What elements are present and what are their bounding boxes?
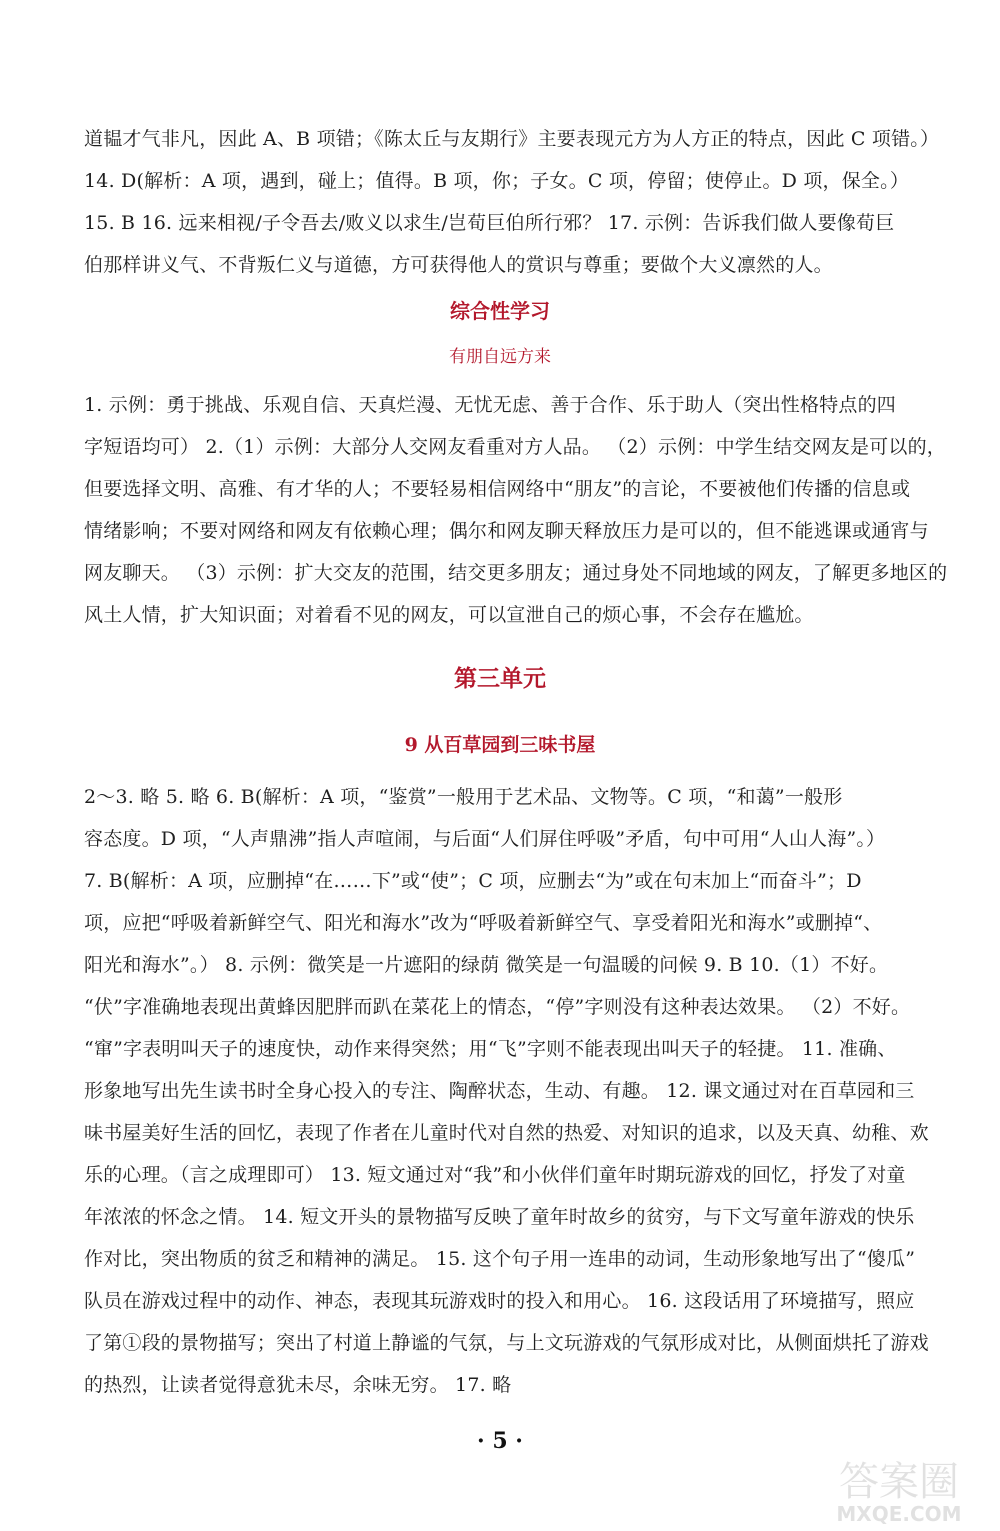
- answer-line: 乐的心理。（言之成理即可） 13. 短文通过对“我”和小伙伴们童年时期玩游戏的回忆，抒发了对童: [84, 1164, 906, 1186]
- answer-line: 14. D(解析：A 项，遇到，碰上；值得。B 项，你；子女。C 项，停留；使停止。D 项，保全。）: [84, 170, 910, 192]
- answer-line: 15. B 16. 远来相视/子令吾去/败义以求生/岂荀巨伯所行邪？ 17. 示例：告诉我们做人要像荀巨: [84, 212, 895, 234]
- unit-heading: 第三单元: [454, 665, 546, 692]
- answer-line: 阳光和海水”。） 8. 示例：微笑是一片遮阳的绿荫 微笑是一句温暖的问候 9. B 10.（1）不好。: [84, 954, 889, 976]
- answer-line: 伯那样讲义气、不背叛仁义与道德，方可获得他人的赏识与尊重；要做个大义凛然的人。: [84, 254, 833, 276]
- answer-line: 网友聊天。 （3）示例：扩大交友的范围，结交更多朋友；通过身处不同地域的网友，了解更多地区的: [84, 562, 948, 584]
- answer-line: 字短语均可） 2.（1）示例：大部分人交网友看重对方人品。 （2）示例：中学生结交网友是可以的，: [84, 436, 946, 458]
- answer-line: 风土人情，扩大知识面；对着看不见的网友，可以宣泄自己的烦心事，不会存在尴尬。: [84, 604, 814, 626]
- answer-line: 但要选择文明、高雅、有才华的人；不要轻易相信网络中“朋友”的言论，不要被他们传播的信息或: [84, 478, 911, 500]
- answer-line: 容态度。D 项，“人声鼎沸”指人声喧闹，与后面“人们屏住呼吸”矛盾，句中可用“人山人海”。）: [84, 828, 886, 850]
- watermark-domain-text: MXQE.COM: [836, 1502, 962, 1526]
- page-number: · 5 ·: [477, 1428, 523, 1454]
- answer-line: “伏”字准确地表现出黄蜂因肥胖而趴在菜花上的情态，“停”字则没有这种表达效果。 （2）不好。: [84, 996, 911, 1018]
- integrated-answer-block: [84, 384, 950, 636]
- lesson-answer-block: [84, 776, 950, 1406]
- answer-line: 形象地写出先生读书时全身心投入的专注、陶醉状态，生动、有趣。 12. 课文通过对在百草园和三: [84, 1080, 915, 1102]
- section-heading-integrated: 综合性学习: [450, 299, 550, 323]
- answer-line: 的热烈，让读者觉得意犹未尽，余味无穷。 17. 略: [84, 1374, 512, 1396]
- answer-line: “窜”字表明叫天子的速度快，动作来得突然；用“飞”字则不能表现出叫天子的轻捷。 11. 准确、: [84, 1038, 897, 1060]
- watermark-logo: [807, 1447, 992, 1527]
- lesson-heading: 9 从百草园到三味书屋: [404, 734, 596, 756]
- answer-line: 年浓浓的怀念之情。 14. 短文开头的景物描写反映了童年时故乡的贫穷，与下文写童年游戏的快乐: [84, 1206, 915, 1228]
- answer-line: 项，应把“呼吸着新鲜空气、阳光和海水”改为“呼吸着新鲜空气、享受着阳光和海水”或删掉“、: [84, 912, 883, 934]
- answer-line: 作对比，突出物质的贫乏和精神的满足。 15. 这个句子用一连串的动词，生动形象地写出了“傻瓜”: [84, 1248, 916, 1270]
- answer-line: 情绪影响；不要对网络和网友有依赖心理；偶尔和网友聊天释放压力是可以的，但不能逃课或通宵与: [84, 520, 929, 542]
- top-answer-block: [84, 118, 950, 286]
- answer-line: 味书屋美好生活的回忆，表现了作者在儿童时代对自然的热爱、对知识的追求，以及天真、幼稚、欢: [84, 1122, 929, 1144]
- answer-line: 了第①段的景物描写；突出了村道上静谧的气氛，与上文玩游戏的气氛形成对比，从侧面烘托了游戏: [84, 1332, 929, 1354]
- answer-line: 2～3. 略 5. 略 6. B(解析：A 项，“鉴赏”一般用于艺术品、文物等。C 项，“和蔼”一般形: [84, 786, 843, 808]
- answer-line: 队员在游戏过程中的动作、神态，表现其玩游戏时的投入和用心。 16. 这段话用了环境描写，照应: [84, 1290, 915, 1312]
- answer-line: 7. B(解析：A 项，应删掉“在……下”或“使”；C 项，应删去“为”或在句末加上“而奋斗”；D: [84, 870, 862, 892]
- answer-line: 道韫才气非凡，因此 A、B 项错；《陈太丘与友期行》主要表现元方为人方正的特点，因此 C 项错。）: [84, 128, 940, 150]
- answer-line: 1. 示例：勇于挑战、乐观自信、天真烂漫、无忧无虑、善于合作、乐于助人（突出性格特点的四: [84, 394, 896, 416]
- section-subheading-friends: 有朋自远方来: [449, 347, 551, 367]
- watermark-main-text: 答案圈: [839, 1459, 959, 1505]
